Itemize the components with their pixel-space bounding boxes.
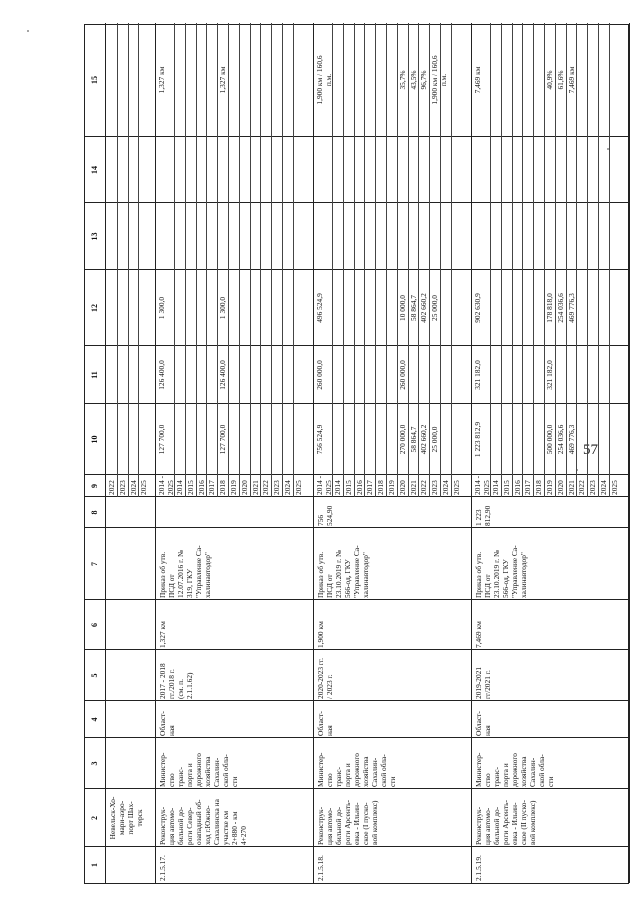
year-cell: 2024 — [283, 480, 292, 495]
year-cell: 2024 — [128, 480, 138, 495]
subrow-line — [576, 23, 577, 497]
financing-value: 25 000,0 — [430, 295, 440, 321]
year-cell: 2024 — [441, 480, 450, 495]
year-cell: 2023 — [430, 480, 440, 495]
year-cell: 2022 — [577, 480, 587, 495]
column-divider — [85, 737, 630, 738]
object-name: Реконструк- ция автомо- бильной до- роги Север- озападный об- ход г.Южно- Сахалинска на участке км 2+880 - км 4+270 — [158, 799, 248, 845]
header-border — [105, 23, 106, 883]
financing-value: 1,900 км / 160,6 п.м. — [430, 55, 449, 105]
column-header: 11 — [90, 371, 99, 379]
financing-value: 500 000,0 — [545, 424, 554, 455]
column-header: 10 — [90, 435, 99, 444]
column-header: 12 — [90, 304, 99, 312]
scan-speck — [27, 30, 29, 32]
financing-value: 7,469 км — [473, 66, 482, 94]
year-cell: 2015 — [185, 480, 195, 495]
column-divider — [85, 496, 630, 497]
financing-value: 96,7% — [419, 70, 429, 90]
year-cell: 2014 - 2025 — [315, 475, 333, 495]
year-cell: 2014 — [175, 480, 184, 495]
column-header: 4 — [90, 717, 99, 722]
financing-value: 254 036,6 — [555, 424, 565, 455]
subrow-line — [196, 23, 197, 497]
year-cell: 2020 — [239, 480, 249, 495]
year-cell: 2022 — [261, 480, 271, 495]
financing-value: 260 000,0 — [397, 360, 407, 390]
column-header: 5 — [90, 673, 99, 678]
financing-value: 469 776,3 — [566, 424, 576, 455]
capacity-value: 1,327 км — [158, 621, 167, 648]
ownership-type: Област- ная — [158, 711, 176, 736]
year-cell: 2017 — [207, 480, 217, 495]
year-cell: 2020 — [555, 480, 565, 495]
financing-value: 126 400,0 — [218, 360, 228, 390]
year-cell: 2014 - 2025 — [473, 475, 491, 495]
year-cell: 2014 — [491, 480, 500, 495]
subrow-line — [260, 23, 261, 497]
column-divider — [85, 700, 630, 701]
financing-value: 1,900 км / 160,6 п.м. — [315, 55, 333, 105]
continuation-road-name: Невельск-Хо- мари-аэро- порт Шах- терск — [108, 796, 144, 840]
column-header: 9 — [90, 484, 99, 488]
subrow-line — [587, 23, 588, 497]
financing-value: 40,9% — [545, 70, 554, 90]
financing-value: 10 000,0 — [397, 295, 407, 321]
subrow-line — [239, 23, 240, 497]
column-header: 13 — [90, 232, 99, 241]
year-cell: 2024 — [599, 480, 608, 495]
approval-document: Приказ об утв. ПСД от 12.07.2016 г. № 319, ГКУ "Управление Са- халинавтодор" — [158, 545, 212, 598]
subrow-line — [490, 23, 491, 497]
approval-document: Приказ об утв. ПСД от 23.10.2019 г. № 566-од, ГКУ "Управление Са- халинавтодор" — [316, 545, 370, 598]
column-divider — [85, 649, 630, 650]
subrow-line — [332, 23, 333, 497]
column-divider — [85, 269, 630, 270]
financing-value: 1 223 812,9 — [473, 421, 482, 458]
financing-value: 321 182,0 — [545, 360, 554, 390]
subrow-line — [598, 23, 599, 497]
financing-value: 402 660,2 — [419, 293, 429, 323]
year-cell: 2025 — [451, 480, 461, 495]
column-divider — [85, 527, 630, 528]
year-cell: 2018 — [376, 480, 386, 495]
subrow-line — [364, 23, 365, 497]
ministry-name: Министер- ство транс- порта и дорожного хозяйства Сахалин- ской обла- сти — [316, 752, 397, 787]
column-divider — [85, 403, 630, 404]
year-cell: 2016 — [196, 480, 206, 495]
financing-value: 25 000,0 — [430, 426, 440, 453]
column-header: 3 — [90, 761, 99, 766]
year-cell: 2014 — [333, 480, 342, 495]
subrow-line — [375, 23, 376, 497]
year-cell: 2022 — [419, 480, 429, 495]
column-header: 15 — [90, 76, 99, 84]
financing-value: 321 182,0 — [473, 360, 482, 390]
subrow-line — [354, 23, 355, 497]
ownership-type: Област- ная — [316, 711, 334, 736]
subrow-line — [117, 23, 118, 497]
financing-value: 1 300,0 — [157, 296, 166, 320]
financing-value: 756 524,9 — [315, 424, 324, 455]
subrow-line — [512, 23, 513, 497]
subrow-line — [206, 23, 207, 497]
year-cell: 2019 — [387, 480, 396, 495]
column-divider — [85, 846, 630, 847]
year-cell: 2014 - 2025 — [157, 475, 175, 495]
financing-value: 7,469 км — [566, 66, 576, 94]
estimated-cost: 756 524,90 — [316, 505, 334, 526]
row-border — [313, 23, 314, 883]
year-cell: 2016 — [512, 480, 522, 495]
row-border — [629, 23, 630, 883]
column-divider — [85, 599, 630, 600]
page-number: 57 — [583, 442, 598, 458]
subrow-line — [271, 23, 272, 497]
construction-period: 2019-2021 гг/2021 г. — [474, 666, 492, 699]
row-border — [155, 23, 156, 883]
financing-value: 469 776,3 — [566, 293, 576, 323]
financing-value: 127 700,0 — [218, 424, 228, 455]
object-name: Реконструк- ция автомо- бильной до- роги Арсенть- евка - Ильин- ское (II пуско- вой комплекс) — [474, 800, 537, 845]
year-cell: 2018 — [218, 480, 228, 495]
row-number: 2.1.5.17. — [158, 855, 167, 881]
subrow-line — [501, 23, 502, 497]
year-cell: 2016 — [354, 480, 364, 495]
financing-value: 1,327 км — [218, 66, 228, 94]
subrow-line — [174, 23, 175, 497]
subrow-line — [138, 23, 139, 497]
financing-value: 496 524,9 — [315, 293, 324, 323]
column-header: 1 — [90, 863, 99, 867]
year-cell: 2023 — [588, 480, 598, 495]
year-cell: 2017 — [365, 480, 375, 495]
subrow-line — [128, 23, 129, 497]
column-header: 6 — [90, 623, 99, 627]
financing-value: 1 300,0 — [218, 296, 228, 320]
financing-value: 1,327 км — [157, 66, 166, 94]
financing-value: 178 818,0 — [545, 293, 554, 323]
capacity-value: 1,900 км — [316, 621, 325, 648]
subrow-line — [228, 23, 229, 497]
year-cell: 2015 — [343, 480, 353, 495]
financing-value: 260 000,0 — [315, 360, 324, 390]
financing-value: 902 630,9 — [473, 293, 482, 323]
ownership-type: Област- ная — [474, 711, 492, 736]
subrow-line — [609, 23, 610, 497]
ministry-name: Министер- ство транс- порта и дорожного хозяйства Сахалин- ской обла- сти — [474, 752, 555, 787]
column-divider — [85, 136, 630, 137]
estimated-cost: 1 223 812,90 — [474, 505, 492, 526]
year-cell: 2019 — [229, 480, 238, 495]
year-cell: 2025 — [609, 480, 619, 495]
column-header: 2 — [90, 816, 99, 820]
construction-period: 2020-2023 гг. / 2023 г. — [316, 658, 334, 699]
object-name: Реконструк- ция автомо- бильной до- роги Арсенть- евка - Ильин- ское (I пуско- вой комплекс) — [316, 800, 379, 845]
financing-value: 43,5% — [408, 70, 418, 90]
year-cell: 2023 — [272, 480, 282, 495]
construction-period: 2017 - 2018 гг./2018 г. (см. п. 2.1.1.62) — [158, 663, 194, 699]
subrow-line — [522, 23, 523, 497]
row-number: 2.1.5.18. — [316, 855, 325, 881]
year-cell: 2022 — [107, 480, 116, 495]
subrow-line — [451, 23, 452, 497]
row-number: 2.1.5.19. — [474, 855, 483, 881]
year-cell: 2017 — [523, 480, 533, 495]
estimated-cost — [158, 498, 312, 526]
column-divider — [85, 788, 630, 789]
ministry-name: Министер- ство транс- порта и дорожного хозяйства Сахалин- ской обла- сти — [158, 752, 239, 787]
rotated-table-frame — [84, 24, 629, 884]
year-cell: 2018 — [534, 480, 544, 495]
column-divider — [85, 202, 630, 203]
column-divider — [85, 345, 630, 346]
capacity-value: 7,469 км — [474, 621, 483, 648]
year-cell: 2021 — [408, 480, 418, 495]
year-cell: 2025 — [293, 480, 303, 495]
subrow-line — [282, 23, 283, 497]
financing-value: 35,7% — [397, 70, 407, 90]
subrow-line — [343, 23, 344, 497]
year-cell: 2019 — [545, 480, 554, 495]
investment-table — [84, 24, 629, 884]
column-header: 14 — [90, 166, 99, 174]
row-border — [471, 23, 472, 883]
subrow-line — [533, 23, 534, 497]
year-cell: 2023 — [117, 480, 127, 495]
subrow-line — [293, 23, 294, 497]
year-cell: 2025 — [139, 480, 149, 495]
year-cell: 2020 — [397, 480, 407, 495]
column-header: 7 — [90, 562, 99, 566]
year-cell: 2021 — [566, 480, 576, 495]
year-cell: 2021 — [250, 480, 260, 495]
financing-value: 254 036,6 — [555, 293, 565, 323]
financing-value: 58 864,7 — [408, 295, 418, 321]
financing-value: 402 660,2 — [419, 424, 429, 455]
subrow-line — [440, 23, 441, 497]
financing-value: 270 000,0 — [397, 424, 407, 455]
financing-value: 58 864,7 — [408, 426, 418, 453]
year-cell: 2015 — [501, 480, 511, 495]
financing-value: 126 400,0 — [157, 360, 166, 390]
column-header: 8 — [90, 510, 99, 515]
subrow-line — [250, 23, 251, 497]
financing-value: 61,6% — [555, 70, 565, 90]
subrow-line — [386, 23, 387, 497]
approval-document: Приказ об утв. ПСД от 23.10.2019 г. № 566-од, ГКУ "Управление Са- халинавтодор" — [474, 545, 528, 598]
subrow-line — [185, 23, 186, 497]
financing-value: 127 700,0 — [157, 424, 166, 455]
